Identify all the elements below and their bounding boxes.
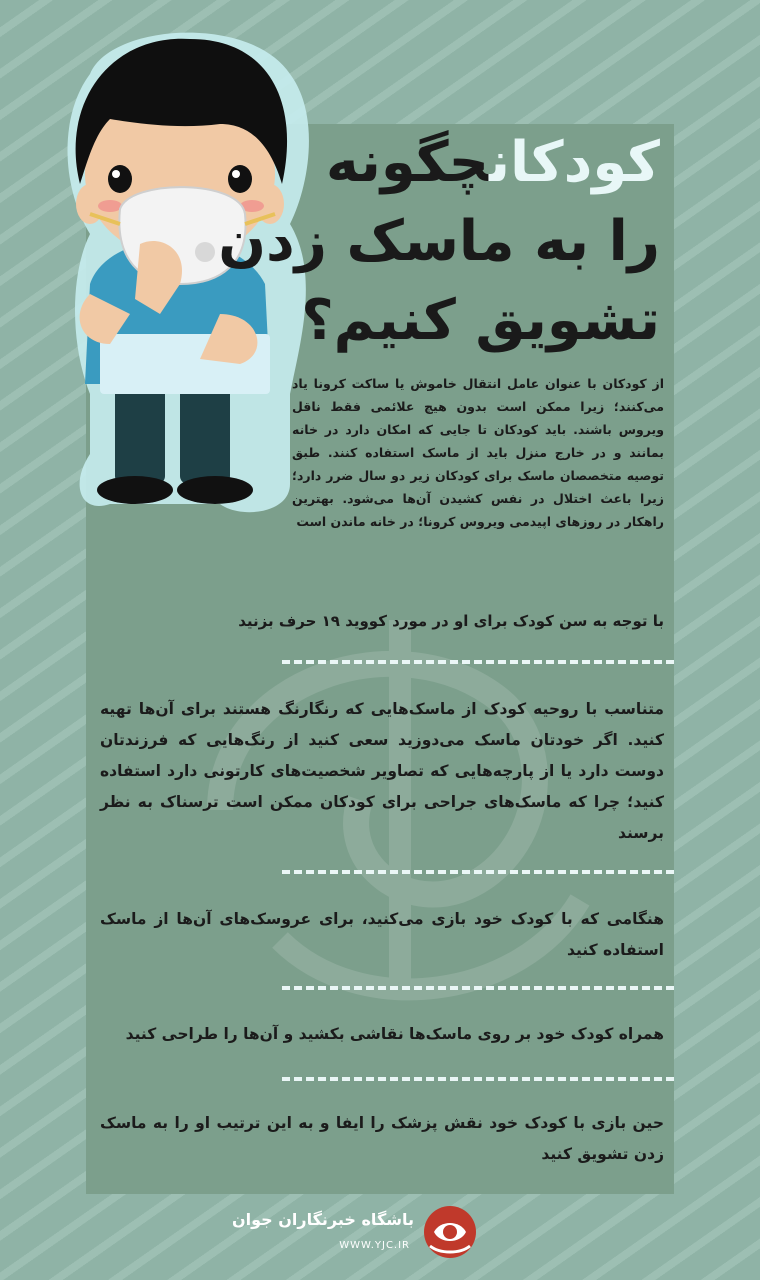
divider-2 (282, 870, 674, 874)
title-line-1 (326, 128, 660, 198)
title-accent: کودکان (488, 130, 660, 195)
tip-3: هنگامی که با کودک خود بازی می‌کنید، برای عروسک‌های آن‌ها از ماسک استفاده کنید (100, 910, 664, 959)
intro-paragraph: از کودکان با عنوان عامل انتقال خاموش یا ساکت کرونا یاد می‌کنند؛ زیرا ممکن است بدون هیچ علائمی فقط ناقل ویروس باشند. باید کودکان تا جایی که امکان دارد در خانه بمانند و در خارج منزل باید از ماسک استفاده کنند. طبق توصیه متخصصان ماسک برای کودکان زیر دو سال ضرر دارد؛ زیرا باعث اختلال در نفس کشیدن آن‌ها می‌شود. بهترین راهکار در روزهای اپیدمی ویروس کرونا؛ در خانه ماندن است (292, 376, 664, 529)
yjc-emblem-icon (420, 1202, 480, 1262)
logo-url: WWW.YJC.IR (339, 1240, 410, 1251)
title-prefix: چگونه (325, 130, 489, 195)
tip-2: متناسب با روحیه کودک از ماسک‌هایی که رنگارنگ هستند برای آن‌ها تهیه کنید. اگر خودتان ماسک می‌دوزید سعی کنید از رنگ‌هایی که فرزندتان دوست دارد یا از پارچه‌هایی که تصاویر شخصیت‌های کارتونی دارد استفاده کنید؛ چرا که ماسک‌های جراحی برای کودکان ممکن است ترسناک به نظر برسند (100, 700, 664, 842)
logo-name: باشگاه خبرنگاران جوان (231, 1210, 414, 1229)
tip-4: همراه کودک خود بر روی ماسک‌ها نقاشی بکشید و آن‌ها را طراحی کنید (125, 1025, 664, 1043)
divider-3 (282, 986, 674, 990)
yjc-logo (231, 1200, 500, 1270)
divider-4 (282, 1077, 674, 1081)
tip-1: با توجه به سن کودک برای او در مورد کووید ۱۹ حرف بزنید (238, 612, 664, 630)
divider-1 (282, 660, 674, 664)
title-line-2: را به ماسک زدن (218, 209, 660, 274)
tip-5: حین بازی با کودک خود نقش پزشک را ایفا و به این ترتیب او را به ماسک زدن تشویق کنید (100, 1114, 664, 1163)
title-line-3: تشویق کنیم؟ (301, 288, 660, 353)
